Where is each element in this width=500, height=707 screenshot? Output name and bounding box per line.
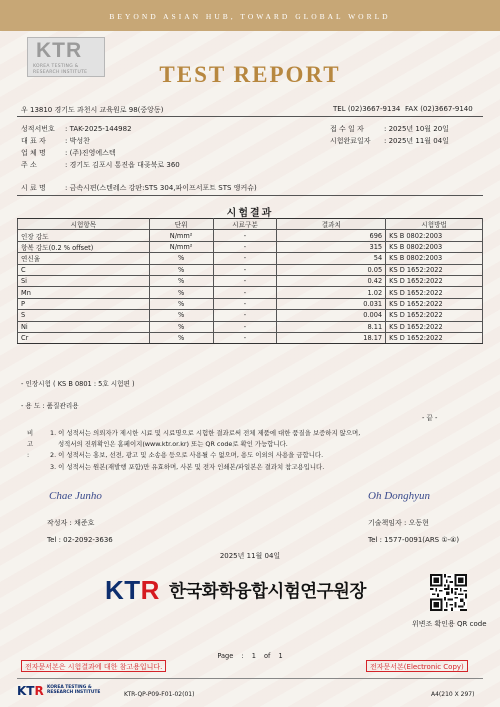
result-value: 0.004 <box>277 310 386 321</box>
table-row <box>18 287 483 298</box>
footer-logo-mark <box>17 684 44 698</box>
received-date-value: : 2025년 10월 20일 <box>384 125 449 133</box>
received-date-label: 접 수 일 자 <box>330 125 364 133</box>
test-method: KS B 0802:2003 <box>386 230 483 241</box>
issuer-logo-kt: KT <box>105 575 141 605</box>
column-header-method: 시험방법 <box>386 219 483 230</box>
issue-date: 2025년 11월 04일 <box>219 552 281 560</box>
test-method: KS D 1652:2022 <box>386 287 483 298</box>
ktr-logo-line1: KOREA TESTING & <box>33 64 79 69</box>
institute-fax: FAX (02)3667-9140 <box>405 105 473 113</box>
divider <box>17 195 483 196</box>
table-row <box>18 321 483 332</box>
sample-type: - <box>213 287 277 298</box>
table-row <box>18 332 483 343</box>
footer-logo-r: R <box>34 684 44 698</box>
unit: N/mm² <box>149 230 213 241</box>
footer-logo-line2: RESEARCH INSTITUTE <box>47 690 101 696</box>
footer-logo-line1: KOREA TESTING & <box>47 685 92 690</box>
issuer-logo-r: R <box>140 575 160 605</box>
test-item: S <box>18 310 150 321</box>
table-row <box>18 275 483 286</box>
report-number-value: : TAK-2025-144982 <box>65 125 132 133</box>
representative-row <box>21 136 90 146</box>
received-date-row <box>330 124 449 134</box>
test-method: KS D 1652:2022 <box>386 298 483 309</box>
column-header-item: 시험항목 <box>18 219 150 230</box>
sample-value: : 금속시편(스텐레스 강판:STS 304,파이프서포트 STS 앵커슈) <box>65 184 257 192</box>
test-method: KS B 0802:2003 <box>386 253 483 264</box>
form-code: KTR-QP-P09-F01-02(01) <box>124 691 195 698</box>
test-item: 인장 강도 <box>18 230 150 241</box>
specimen-note: - 인장시험 ( KS B 0801 : 5호 시험편 ) <box>21 380 135 388</box>
remarks-list <box>50 428 480 473</box>
sample-type: - <box>213 253 277 264</box>
column-header-result: 결과치 <box>277 219 386 230</box>
test-item: Si <box>18 275 150 286</box>
table-row <box>18 298 483 309</box>
institute-address: 우 13810 경기도 과천시 교육원로 98(중앙동) <box>21 106 164 114</box>
test-method: KS D 1652:2022 <box>386 264 483 275</box>
report-title: TEST REPORT <box>159 62 341 87</box>
approver-tel: Tel : 1577-0091(ARS ①-④) <box>368 536 460 544</box>
unit: % <box>149 321 213 332</box>
sample-type: - <box>213 264 277 275</box>
result-value: 315 <box>277 241 386 252</box>
result-value: 8.11 <box>277 321 386 332</box>
completed-date-value: : 2025년 11월 04일 <box>384 137 449 145</box>
unit: % <box>149 275 213 286</box>
writer-tel: Tel : 02-2092-3636 <box>47 536 113 544</box>
test-item: C <box>18 264 150 275</box>
test-item: 연신율 <box>18 253 150 264</box>
divider <box>17 116 483 117</box>
report-number-row <box>21 124 132 134</box>
column-header-sample: 시료구분 <box>213 219 277 230</box>
address-value: : 경기도 김포시 통진읍 대곶북로 360 <box>65 161 180 169</box>
test-item: Cr <box>18 332 150 343</box>
result-value: 18.17 <box>277 332 386 343</box>
completed-date-label: 시험완료일자 <box>330 137 371 145</box>
sample-type: - <box>213 310 277 321</box>
test-item: Mn <box>18 287 150 298</box>
column-header-unit: 단위 <box>149 219 213 230</box>
sample-label: 시 료 명 <box>21 184 46 192</box>
test-method: KS D 1652:2022 <box>386 321 483 332</box>
result-value: 0.05 <box>277 264 386 275</box>
test-method: KS D 1652:2022 <box>386 332 483 343</box>
remark-item: 3. 이 성적서는 원본(재발행 포함)만 유효하며, 사본 및 전자 인쇄본/파일본은 결과치 참고용입니다. <box>50 462 325 471</box>
ktr-logo-line2: RESEARCH INSTITUTE <box>33 70 88 75</box>
results-heading: 시험결과 <box>226 208 274 219</box>
approver-role: 기술책임자 : 오동현 <box>368 519 429 527</box>
sample-type: - <box>213 298 277 309</box>
result-value: 696 <box>277 230 386 241</box>
remarks-label: 비 고 : <box>27 429 34 460</box>
table-row <box>18 253 483 264</box>
report-number-label: 성적서번호 <box>21 125 55 133</box>
company-row <box>21 148 116 158</box>
header-slogan: BEYOND ASIAN HUB, TOWARD GLOBAL WORLD <box>109 12 391 21</box>
sample-type: - <box>213 332 277 343</box>
results-header-row <box>18 219 483 230</box>
completed-date-row <box>330 136 449 146</box>
sample-type: - <box>213 230 277 241</box>
table-row <box>18 264 483 275</box>
paper-size: A4(210 X 297) <box>431 691 475 698</box>
qr-label: 위변조 확인용 QR code <box>412 620 487 628</box>
sample-type: - <box>213 321 277 332</box>
unit: % <box>149 310 213 321</box>
unit: % <box>149 298 213 309</box>
purpose-note: - 용 도 : 품질관리용 <box>21 402 79 410</box>
test-method: KS B 0802:2003 <box>386 241 483 252</box>
remark-item: 성적서의 진위확인은 홈페이지(www.ktr.or.kr) 또는 QR code로 확인 가능합니다. <box>58 440 288 449</box>
issuer-name: 한국화학융합시험연구원장 <box>169 582 366 602</box>
table-row <box>18 241 483 252</box>
unit: % <box>149 264 213 275</box>
sample-type: - <box>213 275 277 286</box>
electronic-copy-badge: 전자문서본(Electronic Copy) <box>366 660 468 672</box>
result-value: 1.02 <box>277 287 386 298</box>
writer-role: 작성자 : 채준호 <box>47 519 95 527</box>
footer-divider <box>17 678 483 679</box>
test-item: P <box>18 298 150 309</box>
footer-logo-kt: KT <box>17 684 35 698</box>
footer-logo-text <box>47 685 100 696</box>
sample-row <box>21 183 257 193</box>
issuer-logo <box>105 575 160 606</box>
test-item: 항복 강도(0.2 % offset) <box>18 241 150 252</box>
qr-code-icon <box>430 574 467 611</box>
remark-item: 2. 이 성적서는 홍보, 선전, 광고 및 소송용 등으로 사용될 수 없으며, 용도 이외의 사용을 금합니다. <box>50 451 324 460</box>
result-value: 0.031 <box>277 298 386 309</box>
test-method: KS D 1652:2022 <box>386 310 483 321</box>
approver-signature: Oh Donghyun <box>368 490 431 502</box>
result-value: 54 <box>277 253 386 264</box>
unit: % <box>149 332 213 343</box>
unit: N/mm² <box>149 241 213 252</box>
verification-qr-code[interactable] <box>430 574 467 611</box>
address-label: 주 소 <box>21 161 37 169</box>
company-label: 업 체 명 <box>21 149 46 157</box>
test-method: KS D 1652:2022 <box>386 275 483 286</box>
end-mark: - 끝 - <box>422 414 438 422</box>
address-row <box>21 160 180 170</box>
writer-signature: Chae Junho <box>49 490 102 502</box>
unit: % <box>149 253 213 264</box>
electronic-copy-notice: 전자문서본은 시험결과에 대한 참고용입니다. <box>21 660 166 672</box>
unit: % <box>149 287 213 298</box>
ktr-logo-mark: KTR <box>36 39 83 62</box>
page-number: Page : 1 of 1 <box>217 652 283 660</box>
company-value: : (주)진영에스텍 <box>65 149 116 157</box>
representative-value: : 박성찬 <box>65 137 90 145</box>
remark-item: 1. 이 성적서는 의뢰자가 제시한 시료 및 시료명으로 시험한 결과로써 전체 제품에 대한 품질을 보증하지 않으며, <box>50 429 361 437</box>
result-value: 0.42 <box>277 275 386 286</box>
sample-type: - <box>213 241 277 252</box>
institute-tel: TEL (02)3667-9134 <box>333 105 401 113</box>
results-table <box>17 218 483 344</box>
representative-label: 대 표 자 <box>21 137 46 145</box>
table-row <box>18 230 483 241</box>
test-item: Ni <box>18 321 150 332</box>
table-row <box>18 310 483 321</box>
